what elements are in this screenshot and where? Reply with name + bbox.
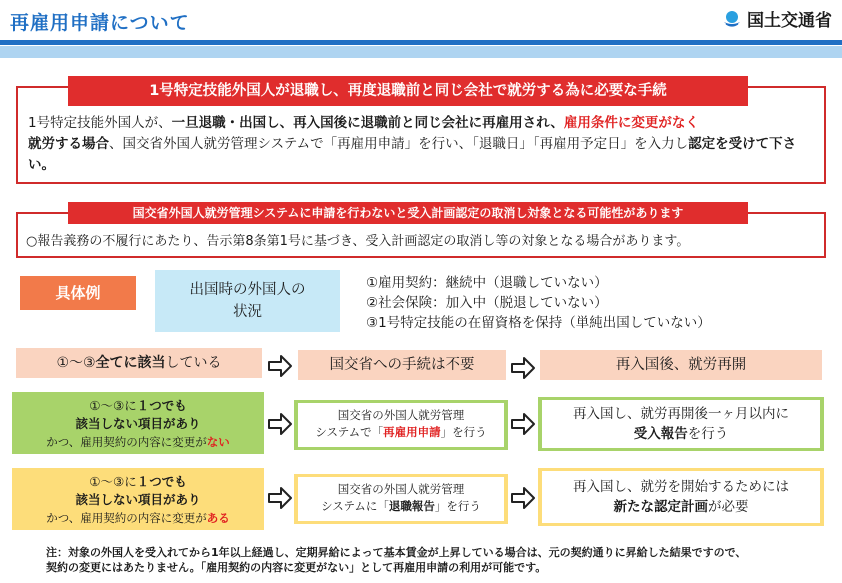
row3-result-line [542,497,820,517]
procedure-text-bold: 認定を受けて下さい。 [28,136,797,173]
row2-action [298,403,504,447]
row3-condition-line [12,491,264,509]
row2-action-part: 」を行う [440,425,487,439]
footnote-line: 契約の変更にはあたりません。「雇用契約の内容に変更がない」として再雇用申請の利用が可能です。 [46,561,547,574]
row3-condition-bold: 該当しない項目があり [75,492,201,507]
row3-condition-line [12,509,264,527]
row2-action-part: システムで「 [315,425,384,439]
procedure-text [28,113,818,176]
arrow-right-icon [510,486,536,510]
condition-item: ②社会保険：加入中（脱退していない） [366,295,608,311]
row3-action-part: システムに「 [321,499,389,513]
arrow-right-icon [267,486,293,510]
procedure-text-part: 1号特定技能外国人が、 [28,115,172,131]
logo-text: 国土交通省 [747,11,832,31]
row3-condition [12,468,264,530]
arrow-right-icon [510,412,536,436]
row1-condition [16,348,262,378]
procedure-banner: 1号特定技能外国人が退職し、再度退職前と同じ会社で就労する為に必要な手続 [68,76,748,106]
warning-banner: 国交省外国人就労管理システムに申請を行わないと受入計画認定の取消し対象となる可能性があります [68,202,748,224]
arrow-right-icon [510,356,536,380]
example-tag: 具体例 [20,276,136,310]
mlit-logo-icon [721,8,743,30]
row3-action-line [298,498,504,515]
row3-condition-part: ①～③に [89,474,137,489]
row3-result-bold: 新たな認定計画 [613,499,708,515]
footnote-line: 注：対象の外国人を受入れてから1年以上経過し、定期昇給によって基本賃金が上昇している場合は、元の契約通りに昇給した結果ですので、 [46,546,747,559]
procedure-text-bold: 就労する場合 [28,136,109,152]
row2-condition-part: ①～③に [89,398,137,413]
row3-action-bold: 退職報告 [388,499,435,513]
row2-condition-line [12,397,264,415]
row2-condition-part: かつ、雇用契約の内容に変更が [46,435,207,449]
row3-action [298,477,504,521]
condition-item: ①雇用契約：継続中（退職していない） [366,275,608,291]
row2-result [542,400,820,448]
procedure-text-part: 、国交省外国人就労管理システムで「再雇用申請」を行い、「退職日」「再雇用予定日」を入力し [109,136,689,152]
status-line: 出国時の外国人の [189,282,306,298]
row1-condition-bold: 全てに該当 [95,355,166,371]
arrow-right-icon [267,412,293,436]
row2-result-part: を行う [687,426,729,442]
row1-result: 再入国後、就労再開 [540,350,822,380]
header-band-light [0,46,842,58]
row2-condition-line [12,433,264,451]
condition-item: ③1号特定技能の在留資格を保持（単純出国していない） [366,315,711,331]
procedure-text-bold: 一旦退職・出国し、再入国後に退職前と同じ会社に再雇用され、 [171,115,564,131]
row3-result [542,471,820,523]
mlit-logo [721,6,832,31]
procedure-text-red: 雇用条件に変更がなく [563,115,699,131]
arrow-right-icon [267,354,293,378]
row3-action-part: 」を行う [434,499,481,513]
row2-action-line: 国交省の外国人就労管理 [337,408,465,422]
footnote [46,545,836,575]
row2-condition-line [12,415,264,433]
row3-condition-line [12,473,264,491]
row3-condition-red: ある [206,511,230,525]
row2-action-red: 再雇用申請 [383,425,441,439]
row2-condition-bold: 該当しない項目があり [75,416,201,431]
row3-condition-bold: １つでも [136,474,187,489]
row2-condition-red: ない [206,435,230,449]
row2-result-bold: 受入報告 [633,426,688,442]
row2-condition-bold: １つでも [136,398,187,413]
row3-condition-part: かつ、雇用契約の内容に変更が [46,511,207,525]
page-title: 再雇用申請について [10,12,190,34]
row1-condition-part: している [165,355,222,371]
conditions-list [366,273,711,333]
row2-action-line [298,424,504,441]
row2-result-line: 再入国し、就労再開後一ヶ月以内に [573,406,789,422]
row3-result-part: が必要 [708,499,749,515]
row2-result-line [542,424,820,444]
row1-condition-part: ①～③ [56,355,96,371]
status-box [155,270,340,332]
status-line: 状況 [233,304,262,320]
header-band [0,40,842,45]
row3-result-line: 再入国し、就労を開始するためには [573,479,789,495]
warning-text: ○報告義務の不履行にあたり、告示第8条第1号に基づき、受入計画認定の取消し等の対象となる場合があります。 [26,234,690,249]
row2-condition [12,392,264,454]
row3-action-line: 国交省の外国人就労管理 [337,482,465,496]
row1-action: 国交省への手続は不要 [298,350,506,380]
